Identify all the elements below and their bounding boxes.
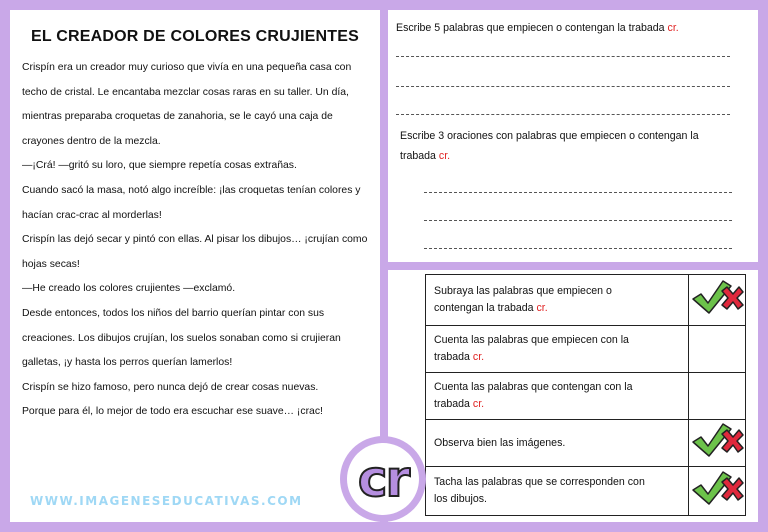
task-text: Observa bien las imágenes. [426, 420, 689, 467]
story-line: —He creado los colores crujientes —exclamó. [22, 283, 236, 295]
story-line: creaciones. Los dibujos crujían, los suelos sonaban como si crujieran [22, 332, 341, 344]
task-text: Subraya las palabras que empiecen o contengan la trabada cr. [426, 275, 689, 326]
syllable-label: cr. [667, 22, 679, 34]
exercise2-text: Escribe 3 oraciones con palabras que empiecen o contengan la [400, 130, 699, 142]
task-check-cell[interactable] [689, 467, 746, 516]
task-row [426, 275, 746, 326]
answer-line[interactable] [424, 192, 732, 193]
story-line: Crispín las dejó secar y pintó con ellas. Al pisar los dibujos… ¡crujían como [22, 234, 368, 246]
syllable-label: cr. [472, 351, 485, 363]
exercise1-text: Escribe 5 palabras que empiecen o contengan la trabada [396, 22, 665, 34]
task-check-cell[interactable] [689, 275, 746, 326]
cross-icon [722, 478, 743, 500]
check-cross-icons [689, 420, 745, 460]
exercise2-prompt [400, 126, 740, 166]
task-check-cell[interactable] [689, 373, 746, 420]
cross-icon [722, 287, 743, 309]
story-line: crayones dentro de la mezcla. [22, 135, 161, 147]
cr-badge [340, 436, 426, 522]
exercise1-prompt [396, 18, 679, 38]
cross-icon [722, 430, 743, 452]
story-line: Crispín era un creador muy curioso que vivía en una pequeña casa con [22, 62, 352, 73]
syllable-label: cr. [472, 398, 485, 410]
exercise2-text: trabada [400, 150, 436, 162]
story-line: Desde entonces, todos los niños del barrio querían pintar con sus [22, 307, 325, 319]
answer-line[interactable] [396, 86, 730, 87]
story-line: techo de cristal. Le encantaba mezclar cosas raras en su taller. Un día, [22, 86, 349, 98]
story-text [22, 56, 372, 425]
syllable-label: cr. [438, 150, 451, 162]
task-text: Cuenta las palabras que contengan con la trabada cr. [426, 373, 689, 420]
story-title: EL CREADOR DE COLORES CRUJIENTES [31, 28, 359, 45]
check-cross-icons [689, 468, 745, 508]
answer-line[interactable] [396, 114, 730, 115]
story-panel [10, 10, 380, 522]
story-line: mientras preparaba croquetas de zanahoria, se le cayó una caja de [22, 111, 333, 123]
story-line: hojas secas! [22, 258, 80, 270]
task-check-cell[interactable] [689, 326, 746, 373]
answer-line[interactable] [396, 56, 730, 57]
task-row [426, 326, 746, 373]
story-line: Cuando sacó la masa, notó algo increíble: ¡las croquetas tenían colores y [22, 184, 361, 196]
story-line: galletas, ¡y hasta los perros querían lamerlos! [22, 357, 233, 369]
answer-line[interactable] [424, 248, 732, 249]
story-line: —¡Crá! —gritó su loro, que siempre repetía cosas extrañas. [22, 160, 297, 172]
syllable-label: cr. [536, 302, 548, 314]
tasks-table [425, 274, 746, 516]
story-line: Porque para él, lo mejor de todo era escuchar ese suave… ¡crac! [22, 406, 323, 418]
story-line: Crispín se hizo famoso, pero nunca dejó de crear cosas nuevas. [22, 381, 319, 393]
story-line: hacían crac-crac al morderlas! [22, 209, 162, 221]
brand-watermark: WWW.IMAGENESEDUCATIVAS.COM [30, 494, 303, 508]
check-cross-icons [689, 277, 745, 317]
task-row [426, 373, 746, 420]
task-text: Tacha las palabras que se corresponden con los dibujos. [426, 467, 689, 516]
task-row [426, 467, 746, 516]
badge-label: cr [357, 450, 409, 508]
task-check-cell[interactable] [689, 420, 746, 467]
task-text: Cuenta las palabras que empiecen con la trabada cr. [426, 326, 689, 373]
task-row [426, 420, 746, 467]
answer-line[interactable] [424, 220, 732, 221]
